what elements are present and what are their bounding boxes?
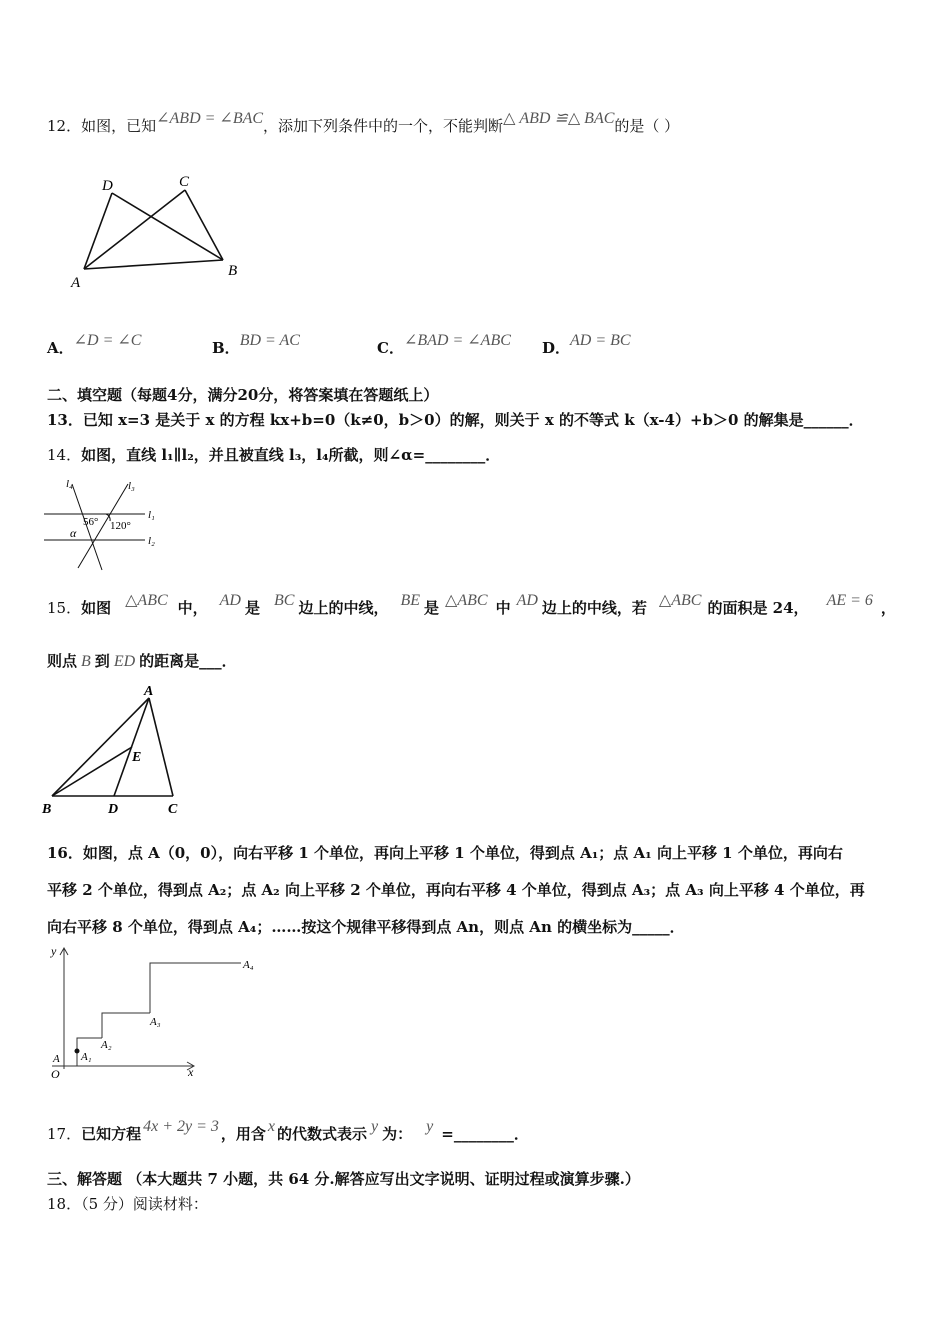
q14-figure xyxy=(40,474,170,574)
q15-figure xyxy=(40,682,190,817)
q16-step-4 xyxy=(150,963,241,1013)
q17-p5: =________． xyxy=(441,1125,529,1143)
q14-angle-56: 56° xyxy=(83,516,99,528)
section-3-heading: 三、解答题 （本大题共 7 小题，共 64 分.解答应写出文字说明、证明过程或演算步骤.） xyxy=(47,1170,640,1188)
q12-option-a-math: ∠D = ∠C xyxy=(73,332,142,349)
section-2-heading: 二、填空题（每题4分，满分20分，将答案填在答题纸上） xyxy=(47,386,439,404)
q15-line2-b: 到 xyxy=(94,652,110,670)
q15-label-b: B xyxy=(42,802,52,817)
q15-p7: 边上的中线，若 xyxy=(541,599,647,617)
q15-m2: AD xyxy=(219,592,241,609)
q14-angle-120: 120° xyxy=(110,520,131,532)
q14-label-l2: l₂ xyxy=(148,535,155,547)
q12-math-b: △ ABD ≌△ BAC xyxy=(503,110,615,127)
q12-text-a: 如图，已知 xyxy=(81,117,157,135)
q12-stem xyxy=(47,110,680,137)
q15-line2 xyxy=(47,651,237,672)
q16-label-a3: A₃ xyxy=(150,1016,161,1028)
q15-number: 15． xyxy=(47,599,82,617)
q12-math-a: ∠ABD = ∠BAC xyxy=(156,110,264,127)
q14-label-l4: l₄ xyxy=(66,478,73,490)
q15-p4: 边上的中线， xyxy=(298,599,389,617)
q17-m1: 4x + 2y = 3 xyxy=(143,1118,219,1135)
q15-line2-m2: ED xyxy=(113,653,136,670)
q14-angle-alpha: α xyxy=(70,526,77,540)
q12-label-d: D xyxy=(102,178,113,194)
q12-option-c[interactable] xyxy=(377,332,511,358)
q17-p3: 的代数式表示 xyxy=(277,1125,368,1143)
q15-label-c: C xyxy=(168,802,178,817)
q15-line2-a: 则点 xyxy=(47,652,78,670)
q15-line2-m1: B xyxy=(81,653,91,670)
q15-stem xyxy=(47,592,896,619)
q15-m8: AE = 6 xyxy=(826,592,873,609)
q12-segment-cb xyxy=(185,190,223,260)
q12-option-b-label: B． xyxy=(212,339,240,357)
q16-label-a2: A₂ xyxy=(101,1039,112,1051)
q17-p1: 已知方程 xyxy=(81,1125,142,1143)
q16-label-a: A xyxy=(53,1053,60,1065)
q12-option-a[interactable] xyxy=(47,332,142,358)
q12-label-c: C xyxy=(179,174,190,190)
q15-m4: BE xyxy=(400,592,421,609)
q15-p1: 如图 xyxy=(81,599,112,617)
q15-p6: 中 xyxy=(495,599,511,617)
q14-label-l1: l₁ xyxy=(148,509,155,521)
q17-p2: ，用含 xyxy=(220,1125,266,1143)
q17-p4: 为： xyxy=(382,1125,413,1143)
q15-m6: AD xyxy=(516,592,538,609)
q16-figure xyxy=(44,943,264,1088)
q18-text: 18．（5 分）阅读材料： xyxy=(47,1195,208,1213)
q15-label-e: E xyxy=(132,750,142,765)
q16-label-y: y xyxy=(51,944,57,958)
q12-label-a: A xyxy=(71,275,81,291)
q13-text: 13．已知 x=3 是关于 x 的方程 kx+b=0（k≠0，b＞0）的解，则关于 x 的不等式 k（x-4）+b＞0 的解集是______． xyxy=(47,411,864,429)
q12-option-d[interactable] xyxy=(542,332,631,358)
q16-line3: 向右平移 8 个单位，得到点 A₄；……按这个规律平移得到点 An，则点 An 的横坐标为_____． xyxy=(47,918,685,936)
q14-label-l3: l₃ xyxy=(128,480,135,492)
q14-number: 14． xyxy=(47,446,82,464)
q12-option-d-label: D． xyxy=(542,339,571,357)
q15-label-d: D xyxy=(108,802,119,817)
q15-p2: 中， xyxy=(177,599,208,617)
q12-figure xyxy=(60,168,260,293)
q16-label-o: O xyxy=(51,1067,60,1081)
q12-label-b: B xyxy=(228,263,238,279)
q16-line2: 平移 2 个单位，得到点 A₂；点 A₂ 向上平移 2 个单位，再向右平移 4 个单位，得到点 A₃；点 A₃ 向上平移 4 个单位，再 xyxy=(47,881,865,899)
q15-segment-be xyxy=(52,747,132,796)
q15-m5: △ABC xyxy=(445,592,488,609)
q15-m1: △ABC xyxy=(125,592,168,609)
q17-stem xyxy=(47,1118,529,1145)
q17-m4: y xyxy=(426,1118,434,1135)
q15-segment-ab xyxy=(52,698,149,796)
q17-number: 17． xyxy=(47,1125,82,1143)
q12-option-b-math: BD = AC xyxy=(239,332,300,349)
q17-m3: y xyxy=(371,1118,379,1135)
q15-p5: 是 xyxy=(424,599,440,617)
q16-step-1 xyxy=(64,1051,77,1066)
q16-label-x: x xyxy=(188,1065,194,1079)
q15-p9: ， xyxy=(880,599,896,617)
q14-body: 如图，直线 l₁∥l₂，并且被直线 l₃，l₄所截，则∠α=________． xyxy=(81,446,501,464)
q12-text-b: ，添加下列条件中的一个，不能判断 xyxy=(263,117,504,135)
q15-line2-c: 的距离是___． xyxy=(139,652,237,670)
q16-point-a1 xyxy=(75,1049,80,1054)
q17-m2: x xyxy=(267,1118,276,1135)
q15-m3: BC xyxy=(274,592,295,609)
q16-line1: 16．如图，点 A（0，0），向右平移 1 个单位，再向上平移 1 个单位，得到点 A₁；点 A₁ 向上平移 1 个单位，再向右 xyxy=(47,844,843,862)
q15-segment-ac xyxy=(149,698,173,796)
q12-number: 12． xyxy=(47,117,82,135)
q15-p3: 是 xyxy=(244,599,260,617)
q14-text xyxy=(47,445,500,465)
q15-m7: △ABC xyxy=(658,592,702,609)
q12-text-c: 的是（ ） xyxy=(614,117,680,135)
q12-option-c-math: ∠BAD = ∠ABC xyxy=(403,332,511,349)
q16-step-2 xyxy=(77,1038,102,1051)
q12-option-b[interactable] xyxy=(212,332,300,358)
q16-label-a4: A₄ xyxy=(243,959,254,971)
q12-segment-ab xyxy=(84,260,223,269)
q12-option-d-math: AD = BC xyxy=(570,332,631,349)
q12-option-c-label: C． xyxy=(377,339,404,357)
q15-p8: 的面积是 24， xyxy=(707,599,809,617)
q16-step-3 xyxy=(102,1013,150,1038)
q16-label-a1: A₁ xyxy=(81,1051,92,1063)
q12-option-a-label: A． xyxy=(47,339,74,357)
q15-label-a: A xyxy=(144,684,154,699)
